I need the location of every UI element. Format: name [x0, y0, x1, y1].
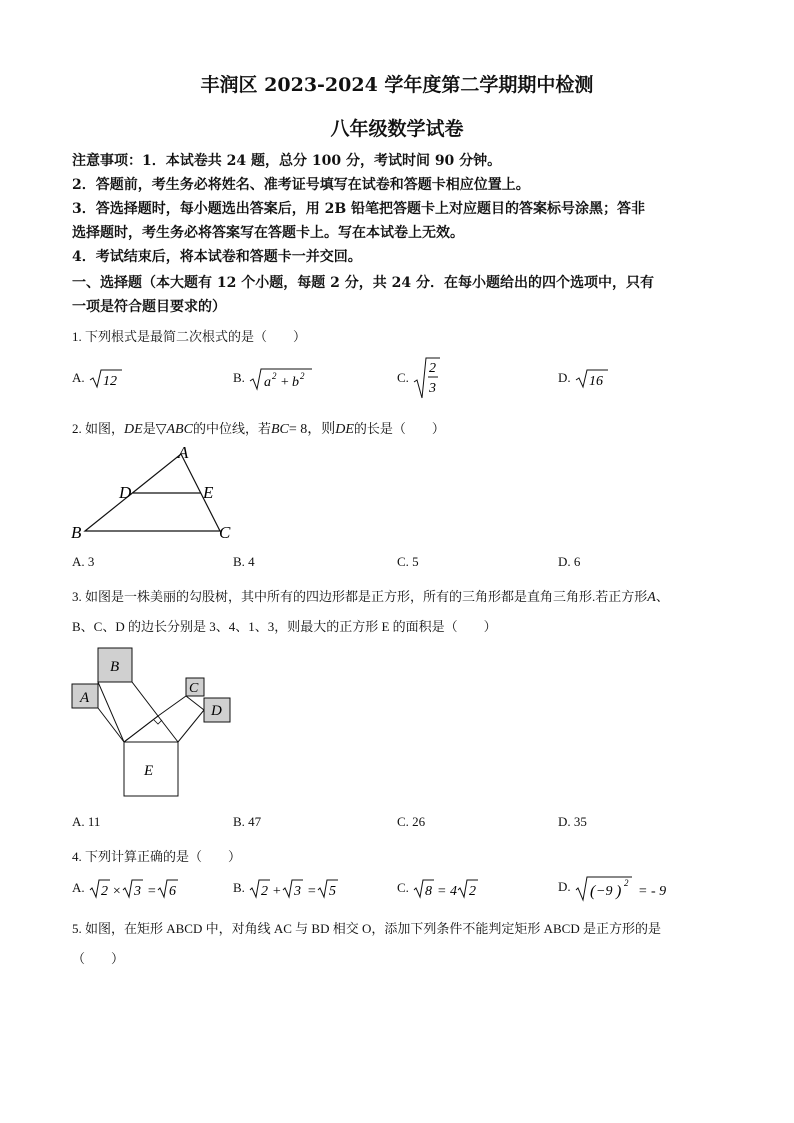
q2-label-b: B	[71, 523, 82, 542]
q4-option-d	[558, 874, 694, 902]
note-3a: 3．答选择题时，每小题选出答案后，用 2B 铅笔把答题卡上对应题目的答案标号涂黑；答非	[72, 201, 646, 217]
q3-option-c: C. 26	[397, 814, 426, 829]
q4-a-label: A.	[72, 879, 85, 895]
sqrt-expression-icon	[88, 878, 188, 900]
q2-text-1: 2. 如图，	[72, 421, 125, 436]
q1-c-numerator: 2	[429, 361, 437, 376]
q2-option-a: A. 3	[72, 554, 95, 569]
q3-var-a: A	[647, 590, 656, 605]
q3-label-b: B	[110, 659, 120, 675]
q1-option-a	[72, 368, 122, 390]
svg-text:2: 2	[469, 884, 477, 899]
note-3b: 选择题时，考生务必将答案写在答题卡上。写在本试卷上无效。	[72, 225, 464, 241]
q1-option-d	[558, 368, 608, 390]
note-1: 注意事项：1．本试卷共 24 题，总分 100 分，考试时间 90 分钟。	[72, 153, 502, 169]
q1-option-b	[233, 366, 314, 392]
q3-option-b: B. 47	[233, 814, 262, 829]
q2-label-a: A	[178, 443, 189, 462]
q2-var-de2: DE	[335, 422, 354, 437]
q1-c-denominator: 3	[429, 381, 437, 396]
svg-text:2: 2	[623, 878, 629, 888]
q4-option-a	[72, 878, 188, 900]
q1-c-label: C.	[397, 370, 409, 385]
svg-text:2: 2	[261, 884, 269, 899]
q1-b-label: B.	[233, 369, 245, 385]
q1-stem: 1. 下列根式是最简二次根式的是（ ）	[72, 329, 307, 344]
svg-text:a: a	[264, 375, 272, 390]
page-subtitle: 八年级数学试卷	[330, 118, 464, 140]
q2-label-e: E	[203, 483, 214, 502]
q3-stem-2: B、C、D 的边长分别是 3、4、1、3，则最大的正方形 E 的面积是（ ）	[72, 619, 497, 634]
q2-option-b: B. 4	[233, 554, 255, 569]
q2-text-2: 是	[142, 421, 156, 436]
q3-pythagoras-tree-figure	[68, 644, 238, 800]
q5-stem-2: （ ）	[72, 951, 125, 966]
q2-text-5: 的长是（ ）	[353, 421, 445, 436]
sqrt-expression-icon	[412, 878, 492, 900]
svg-text:3: 3	[294, 884, 302, 899]
q1-a-radicand: 12	[102, 374, 117, 389]
q1-option-c	[397, 356, 442, 400]
q2-text-4: = 8，则	[288, 422, 336, 437]
q2-var-de: DE	[124, 422, 143, 437]
section-header-1: 一、选择题（本大题有 12 个小题，每题 2 分，共 24 分．在每小题给出的四个选项中，只有	[72, 275, 654, 291]
q2-var-abc: ABC	[166, 422, 193, 437]
svg-text:=: =	[437, 884, 447, 899]
q3-option-d: D. 35	[558, 814, 587, 829]
svg-text:3: 3	[133, 884, 141, 899]
sqrt-expression-icon	[574, 874, 694, 902]
q4-option-c	[397, 878, 492, 900]
q5-stem-1: 5. 如图，在矩形 ABCD 中，对角线 AC 与 BD 相交 O，添加下列条件不能判定矩形 ABCD 是正方形的是	[72, 921, 661, 936]
q4-stem: 4. 下列计算正确的是（ ）	[72, 849, 242, 864]
q2-label-c: C	[219, 523, 231, 542]
q3-label-c: C	[189, 681, 199, 696]
svg-text:4: 4	[450, 884, 458, 899]
svg-text:−9: −9	[595, 884, 613, 899]
q3-label-a: A	[80, 690, 90, 706]
sqrt-expression-icon	[248, 878, 348, 900]
q4-d-label: D.	[558, 878, 571, 894]
q2-triangle-figure	[68, 440, 248, 544]
q2-option-d: D. 6	[558, 554, 581, 569]
svg-text:6: 6	[168, 884, 176, 899]
q3-stem-1	[72, 586, 669, 606]
q1-d-radicand: 16	[588, 374, 603, 389]
page-title: 丰润区 2023-2024 学年度第二学期期中检测	[200, 74, 594, 96]
q3-text-1-end: 、	[655, 589, 669, 604]
svg-text:= - 9: = - 9	[637, 884, 666, 899]
q4-c-label: C.	[397, 879, 409, 895]
sqrt-icon	[248, 366, 314, 392]
note-4: 4．考试结束后，将本试卷和答题卡一并交回。	[72, 249, 362, 265]
svg-text:=: =	[146, 884, 157, 899]
svg-text:): )	[615, 883, 622, 900]
svg-text:×: ×	[111, 884, 122, 899]
svg-text:8: 8	[425, 884, 433, 899]
q3-option-a: A. 11	[72, 814, 101, 829]
sqrt-icon	[412, 356, 442, 400]
sqrt-icon	[574, 368, 608, 390]
q2-label-d: D	[119, 483, 132, 502]
q1-a-label: A.	[72, 369, 85, 385]
svg-text:2: 2	[100, 884, 108, 899]
svg-text:+: +	[272, 884, 282, 899]
svg-text:+: +	[280, 375, 290, 390]
q1-d-label: D.	[558, 369, 571, 385]
section-header-2: 一项是符合题目要求的）	[72, 299, 226, 315]
svg-text:b: b	[292, 375, 300, 390]
svg-text:2: 2	[272, 371, 277, 381]
q3-text-1: 3. 如图是一株美丽的勾股树，其中所有的四边形都是正方形，所有的三角形都是直角三角形.若正方形	[72, 589, 648, 604]
svg-text:5: 5	[329, 884, 337, 899]
q4-option-b	[233, 878, 348, 900]
q3-label-e: E	[144, 763, 154, 779]
q2-stem: 2. 如图，DE是▽ABC的中位线，若BC= 8，则DE的长是（ ）	[72, 421, 445, 437]
svg-text:2: 2	[300, 371, 305, 381]
svg-text:(: (	[589, 883, 596, 900]
q2-var-bc: BC	[270, 422, 289, 437]
q2-text-3: 的中位线，若	[192, 421, 271, 436]
q2-option-c: C. 5	[397, 554, 419, 569]
note-2: 2．答题前，考生务必将姓名、准考证号填写在试卷和答题卡相应位置上。	[72, 177, 530, 193]
q3-label-d: D	[211, 703, 222, 719]
sqrt-icon	[88, 368, 122, 390]
svg-text:=: =	[307, 884, 317, 899]
q4-b-label: B.	[233, 879, 245, 895]
